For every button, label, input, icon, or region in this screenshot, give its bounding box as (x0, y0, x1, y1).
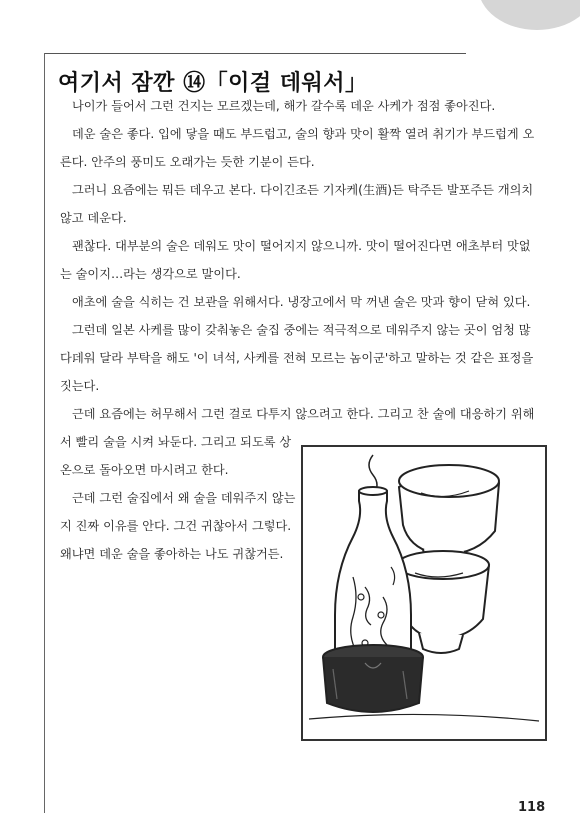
paragraph-7: 데워 달라 부탁을 해도 '이 녀석, 사케를 전혀 모르는 놈이군'하고 말하는 것 같은 표정을 짓는다. (60, 351, 534, 393)
header-rule (44, 53, 466, 54)
paragraph-1: 나이가 들어서 그런 건지는 모르겠는데, 해가 갈수록 데운 사케가 점점 좋아진다. (72, 99, 496, 113)
corner-tab-decoration (478, 0, 580, 30)
paragraph-8: 근데 요즘에는 허무해서 그런 걸로 다투지 않으려고 한다. 그리고 찬 술에 대응하기 위해서 빨리 술을 시켜 놔둔다. 그리고 되도록 상 (60, 407, 535, 449)
page-number: 118 (518, 800, 546, 815)
paragraph-9: 근데 그런 술집에서 왜 술을 데워주지 않는지 진짜 이유를 안다. 그건 귀찮아서 그렇다. 왜냐면 데운 술을 좋아하는 나도 귀찮거든. (60, 491, 296, 561)
table-line-illustration (309, 714, 539, 721)
paragraph-5: 애초에 술을 식히는 건 보관을 위해서다. 냉장고에서 막 꺼낸 술은 맛과 향이 닫혀 있다. (72, 295, 531, 309)
warmer-bowl-illustration (323, 645, 423, 712)
paragraph-3: 그러니 요즘에는 뭐든 데우고 본다. 다이긴조든 기자케(生酒)든 탁주든 발포주든 개의치 않고 데운다. (60, 183, 534, 225)
section-title: 여기서 잠깐 ⑭「이걸 데워서」 (58, 71, 368, 96)
paragraph-4: 괜찮다. 대부분의 술은 데워도 맛이 떨어지지 않으니까. 맛이 떨어진다면 애초부터 맛없는 술이지…라는 생각으로 말이다. (60, 239, 531, 281)
sake-illustration (301, 445, 547, 741)
paragraph-2: 데운 술은 좋다. 입에 닿을 때도 부드럽고, 술의 향과 맛이 활짝 열려 취기가 부드럽게 오른다. 안주의 풍미도 오래가는 듯한 기분이 든다. (60, 127, 535, 169)
paragraph-8-continued: 온으로 돌아오면 마시려고 한다. (60, 463, 229, 477)
paragraph-6: 그런데 일본 사케를 많이 갖춰놓은 술집 중에는 적극적으로 데워주지 않는 곳이 엄청 많다. (60, 323, 531, 365)
margin-rule (44, 53, 45, 813)
